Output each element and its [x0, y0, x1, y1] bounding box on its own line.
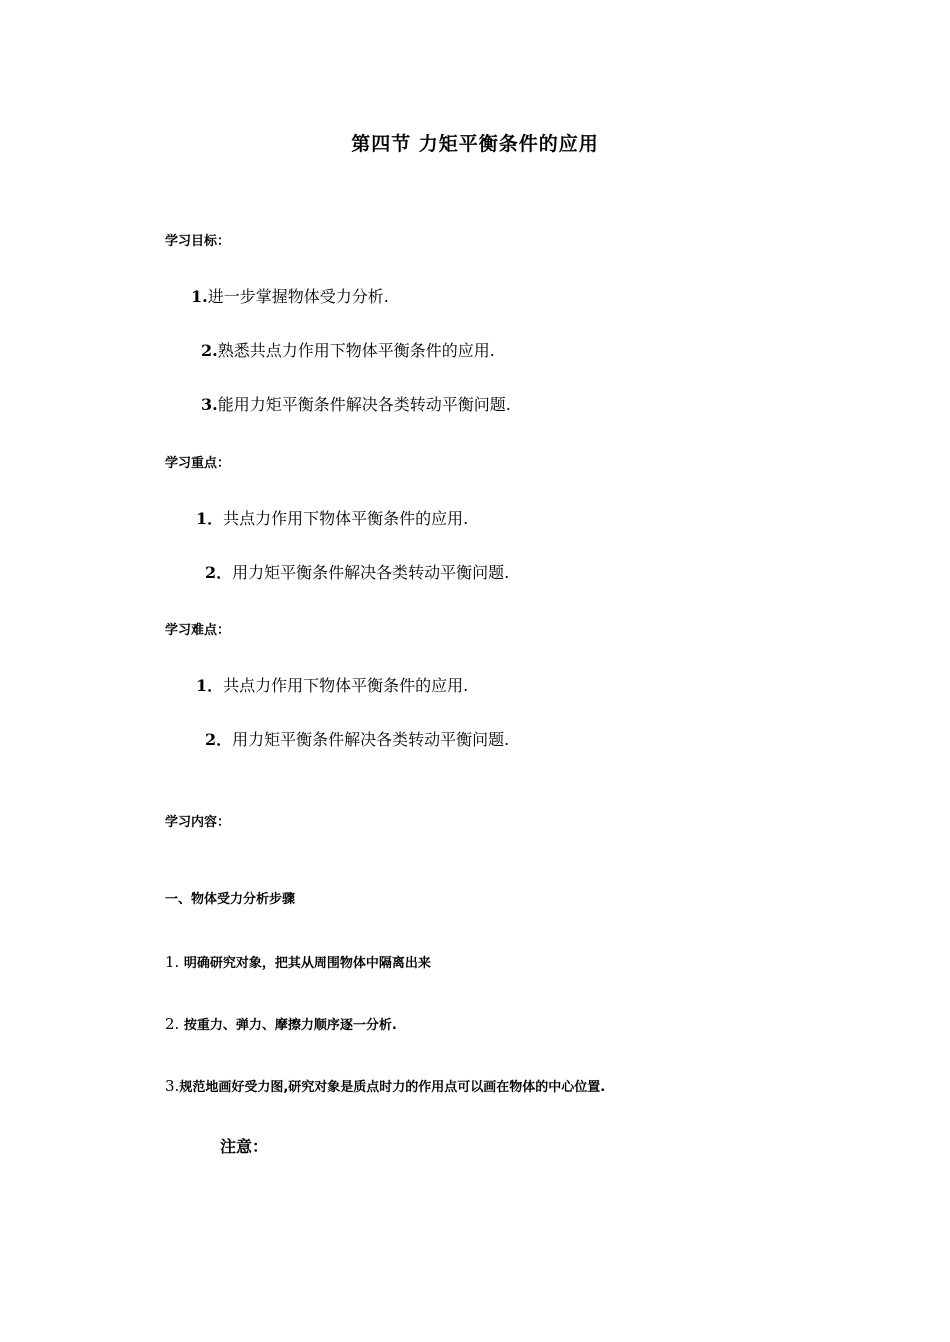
step-text: 按重力、弹力、摩擦力顺序逐一分析. [183, 1018, 397, 1033]
page-title: 第四节 力矩平衡条件的应用 [351, 133, 599, 155]
objective-item-1 [191, 287, 389, 306]
item-number: 1． [196, 676, 224, 695]
difficulties-heading: 学习难点： [165, 623, 231, 638]
item-number: 2. [201, 341, 218, 360]
objective-item-2 [201, 341, 495, 360]
step-item-3 [165, 1077, 605, 1096]
difficulty-item-2 [205, 730, 509, 749]
item-number: 2． [205, 730, 233, 749]
difficulty-item-1 [196, 676, 468, 695]
item-number: 1． [196, 509, 224, 528]
item-text: 用力矩平衡条件解决各类转动平衡问题. [232, 730, 510, 749]
note-label: 注意： [220, 1137, 269, 1156]
section-title: 一、物体受力分析步骤 [165, 892, 296, 907]
item-text: 共点力作用下物体平衡条件的应用. [223, 676, 469, 695]
step-item-1 [165, 953, 431, 972]
item-number: 2． [205, 563, 233, 582]
step-number: 2. [165, 1015, 180, 1033]
content-heading: 学习内容： [165, 815, 231, 830]
step-text: 明确研究对象，把其从周围物体中隔离出来 [183, 956, 431, 971]
key-points-heading: 学习重点： [165, 456, 231, 471]
step-item-2 [165, 1015, 397, 1034]
step-number: 1. [165, 953, 180, 971]
key-point-item-2 [205, 563, 509, 582]
objectives-heading: 学习目标： [165, 234, 231, 249]
item-text: 共点力作用下物体平衡条件的应用. [223, 509, 469, 528]
objective-item-3 [201, 395, 511, 414]
step-text: 规范地画好受力图,研究对象是质点时力的作用点可以画在物体的中心位置. [179, 1080, 606, 1095]
item-text: 进一步掌握物体受力分析. [207, 287, 389, 306]
item-text: 熟悉共点力作用下物体平衡条件的应用. [217, 341, 495, 360]
step-number: 3. [165, 1077, 180, 1095]
key-point-item-1 [196, 509, 468, 528]
item-text: 能用力矩平衡条件解决各类转动平衡问题. [217, 395, 511, 414]
item-text: 用力矩平衡条件解决各类转动平衡问题. [232, 563, 510, 582]
item-number: 1. [191, 287, 208, 306]
item-number: 3. [201, 395, 218, 414]
